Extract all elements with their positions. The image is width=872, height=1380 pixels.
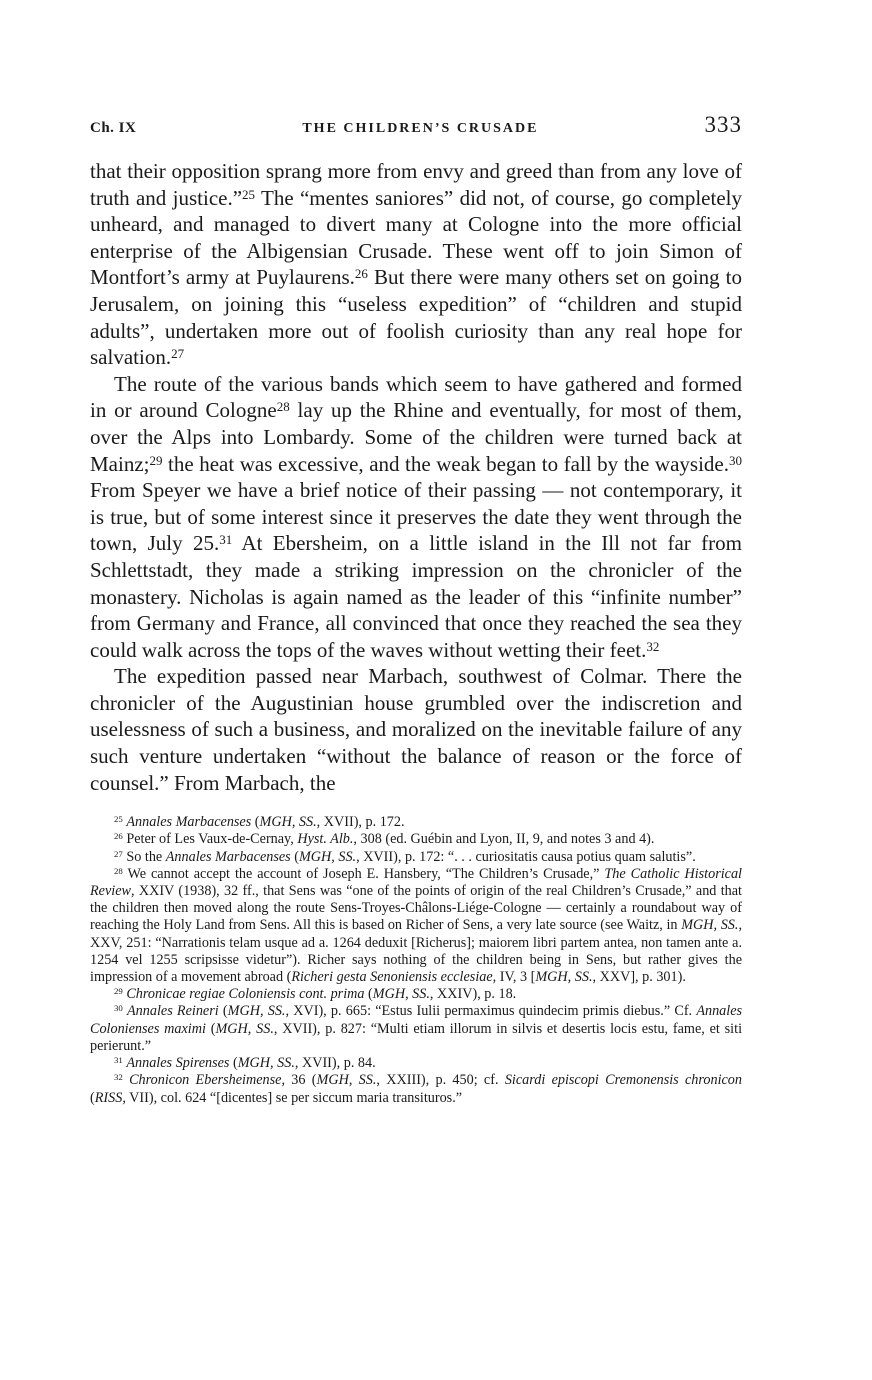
text-run: (: [90, 1089, 95, 1106]
text-run: The route of the various bands which seem to have gathered and formed in or around Cologne: [90, 371, 742, 423]
text-run: (: [251, 814, 260, 831]
citation-title: Annales Colonienses maximi: [90, 1003, 743, 1037]
text-run: But there were many others set on going to Jerusalem, on joining this “useless expedition” of “children and stupid adults”, undertaken more out of foolish curiosity than any real hope for salvation.: [90, 265, 742, 370]
text-run: , XXV], p. 301).: [592, 969, 686, 986]
text-run: At Ebersheim, on a little island in the Ill not far from Schlettstadt, they made a striking impression on the chronicler of the monastery. Nicholas is again named as the leader of this “infinite number” from Germany and France, all convinced that once they reached the sea they could walk across the tops of the waves without wetting their feet.: [90, 531, 742, 662]
citation-series: MGH, SS.: [681, 917, 739, 934]
footnote-25: [90, 814, 742, 831]
footnote-ref: 25: [242, 186, 256, 202]
text-run: The expedition passed near Marbach, southwest of Colmar. There the chronicler of the Augustinian house grumbled over the indiscretion and uselessness of such a business, and moralized on the inevitable failure of any such venture undertaken “without the balance of reason or the force of counsel.” From Marbach, the: [90, 664, 742, 795]
citation-series: RISS: [94, 1089, 123, 1106]
footnote-ref: 32: [646, 638, 660, 654]
running-header: [90, 112, 742, 148]
citation-title: Annales Reineri: [127, 1003, 219, 1020]
citation-title: Sicardi episcopi Cremonensis chronicon: [504, 1072, 742, 1089]
page-number: 333: [704, 112, 742, 137]
footnote-29: [90, 986, 742, 1003]
footnote-ref: 26: [354, 266, 368, 282]
citation-series: MGH, SS.: [237, 1055, 295, 1072]
footnote-26: [90, 831, 742, 848]
citation-title: Chronicae regiae Coloniensis cont. prima: [126, 986, 365, 1003]
footnote-number: 29: [114, 986, 123, 997]
footnotes: [90, 814, 742, 1106]
text-run: , XXIII), p. 450; cf.: [376, 1072, 505, 1089]
citation-title: Annales Spirenses: [126, 1055, 230, 1072]
footnote-ref: 27: [171, 346, 185, 362]
citation-series: MGH, SS.: [227, 1003, 286, 1020]
text-run: From Speyer we have a brief notice of their passing — not contemporary, it is true, but of some interest since it preserves the date they went through the town, July 25.: [90, 478, 742, 556]
text-run: , XXIV), p. 18.: [429, 986, 517, 1003]
text-run: , XVII), p. 172.: [316, 814, 405, 831]
text-run: , 308 (ed. Guébin and Lyon, II, 9, and notes 3 and 4).: [353, 831, 655, 848]
footnote-number: 31: [114, 1055, 123, 1066]
citation-series: MGH, SS.: [298, 848, 357, 865]
text-run: , VII), col. 624 “[dicentes] se per siccum maria transituros.”: [122, 1089, 463, 1106]
text-run: We cannot accept the account of Joseph E. Hansbery, “The Children’s Crusade,”: [122, 865, 605, 882]
footnote-number: 30: [114, 1003, 123, 1014]
text-run: , XVII), p. 827: “Multi etiam illorum in silvis et desertis locis estu, fame, et siti perierunt.”: [90, 1020, 743, 1054]
footnote-30: [90, 1003, 742, 1055]
citation-series: MGH, SS.: [372, 986, 430, 1003]
main-text: [90, 158, 742, 796]
footnote-number: 32: [114, 1072, 123, 1083]
text-run: So the: [122, 848, 166, 865]
paragraph-2: [90, 371, 742, 664]
text-run: Peter of Les Vaux-de-Cernay,: [122, 831, 298, 848]
footnote-ref: 29: [149, 452, 163, 468]
text-run: , XVI), p. 665: “Estus Iulii permaximus quindecim primis diebus.” Cf.: [285, 1003, 697, 1020]
text-run: (: [218, 1003, 228, 1020]
footnote-number: 25: [114, 814, 123, 825]
text-run: lay up the Rhine and eventually, for most of them, over the Alps into Lombardy. Some of the children were turned back at Mainz;: [90, 398, 742, 476]
footnote-28: [90, 866, 742, 986]
footnote-number: 28: [114, 865, 123, 876]
citation-title: Chronicon Ebersheimense: [129, 1072, 282, 1089]
footnote-ref: 31: [219, 532, 233, 548]
citation-series: MGH, SS.: [215, 1020, 274, 1037]
citation-series: MGH, SS.: [316, 1072, 377, 1089]
text-run: , XVII), p. 84.: [294, 1055, 376, 1072]
citation-title: Annales Marbacenses: [165, 848, 291, 865]
text-run: The “mentes saniores” did not, of course, go completely unheard, and managed to divert many at Cologne into the more official enterprise of the Albigensian Crusade. These went off to join Simon of Montfort’s army at Puylaurens.: [90, 185, 742, 290]
text-run: (: [205, 1020, 216, 1037]
chapter-label: Ch. IX: [90, 120, 137, 136]
text-run: the heat was excessive, and the weak began to fall by the wayside.: [162, 451, 729, 476]
text-run: , IV, 3 [: [492, 969, 536, 986]
footnote-32: [90, 1072, 742, 1106]
text-run: (: [290, 848, 299, 865]
book-page: [90, 112, 742, 1107]
citation-title: The Catholic Historical Review: [90, 865, 742, 900]
text-run: (: [364, 986, 373, 1003]
text-run: , XXIV (1938), 32 ff., that Sens was “one of the points of origin of the real Children’s Crusade,” and that the children then moved along the route Sens-Troyes-Châlons-Liége-Cologne — certainly a roundabout way of reaching the Holy Land from Sens. All this is based on Richer of Sens, a very late source (see Waitz, in: [90, 883, 742, 934]
text-run: , 36 (: [281, 1072, 317, 1089]
running-title: THE CHILDREN’S CRUSADE: [302, 121, 539, 136]
paragraph-3: [90, 663, 742, 796]
footnote-31: [90, 1055, 742, 1072]
citation-series: MGH, SS.: [535, 969, 593, 986]
text-run: , XVII), p. 172: “. . . curiositatis causa potius quam salutis”.: [356, 848, 696, 865]
citation-series: MGH, SS.: [259, 814, 317, 831]
citation-title: Richeri gesta Senoniensis ecclesiae: [291, 969, 493, 986]
paragraph-1: [90, 158, 742, 371]
text-run: , XXV, 251: “Narrationis telam usque ad a. 1264 deduxit [Richerus]; maiorem libri partem antea, non tamen ante a. 1254 vel 1255 scripsisse videtur”). Richer says nothing of the children being in Sens, but rather gives the impression of a movement abroad (: [90, 917, 742, 986]
citation-title: Annales Marbacenses: [126, 814, 252, 831]
citation-title: Hyst. Alb.: [297, 831, 354, 848]
footnote-number: 27: [114, 848, 123, 859]
text-run: (: [229, 1055, 238, 1072]
text-run: that their opposition sprang more from envy and greed than from any love of truth and justice.”: [90, 159, 742, 210]
footnote-ref: 28: [276, 399, 290, 415]
footnote-number: 26: [114, 831, 123, 842]
footnote-ref: 30: [728, 452, 742, 468]
footnote-27: [90, 849, 742, 866]
